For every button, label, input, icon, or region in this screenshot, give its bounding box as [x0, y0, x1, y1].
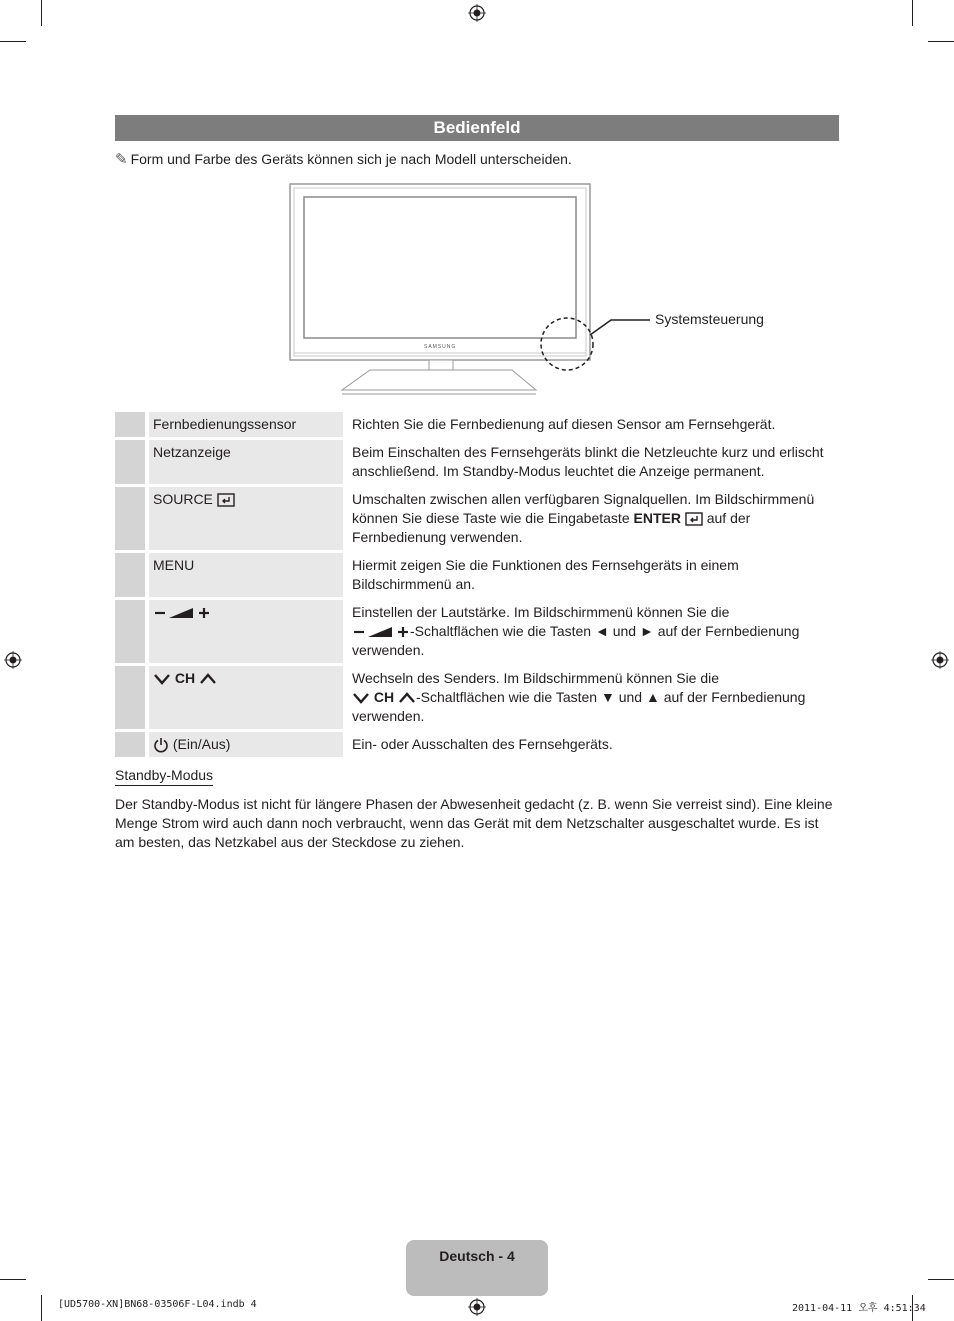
- desc-text: auf der Fernbedienung verwenden.: [352, 510, 751, 545]
- row-marker: [115, 553, 149, 597]
- callout-label: Systemsteuerung: [655, 311, 764, 327]
- item-cell: [149, 600, 343, 663]
- row-marker: [115, 732, 149, 757]
- chevron-up-icon: [199, 672, 217, 686]
- desc-cell: Hiermit zeigen Sie die Funktionen des Fernsehgeräts in einem Bildschirmmenü an.: [343, 553, 839, 597]
- table-row: [115, 553, 839, 597]
- item-cell: [149, 732, 343, 757]
- table-row: [115, 732, 839, 757]
- desc-cell: Beim Einschalten des Fernsehgeräts blinkt die Netzleuchte kurz und erlischt anschließend. Im Standby-Modus leuchtet die Anzeige permanent.: [343, 440, 839, 484]
- crop-mark: [41, 1295, 42, 1321]
- chevron-up-icon: [398, 691, 416, 705]
- power-icon: [153, 737, 169, 753]
- desc-text: -Schaltflächen wie die Tasten ◄ und ► auf der Fernbedienung verwenden.: [352, 623, 800, 658]
- standby-heading: Standby-Modus: [115, 767, 213, 786]
- crop-mark: [928, 1279, 954, 1280]
- item-cell: [149, 440, 343, 484]
- row-marker: [115, 440, 149, 484]
- standby-text: Der Standby-Modus ist nicht für längere Phasen der Abwesenheit gedacht (z. B. wenn Sie verreist sind). Eine kleine Menge Strom wird auch dann noch verbraucht, wenn das Gerät mit dem Netzschalter ausgeschaltet wurde. Es ist am besten, das Netzkabel aus der Steckdose zu ziehen.: [115, 796, 833, 850]
- item-label: Netzanzeige: [153, 444, 231, 460]
- registration-mark-icon: [468, 1298, 486, 1316]
- row-marker: [115, 412, 149, 437]
- desc-text: -Schaltflächen wie die Tasten ▼ und ▲ auf der Fernbedienung verwenden.: [352, 689, 806, 724]
- row-marker: [115, 600, 149, 663]
- section-title: Bedienfeld: [115, 115, 839, 141]
- item-label: SOURCE: [153, 491, 213, 507]
- chevron-down-icon: [352, 691, 370, 705]
- item-label: (Ein/Aus): [172, 736, 231, 752]
- desc-cell: [343, 600, 839, 663]
- note-text: Form und Farbe des Geräts können sich je nach Modell unterscheiden.: [130, 151, 572, 167]
- print-timestamp: 2011-04-11 오후 4:51:34: [792, 1303, 926, 1314]
- desc-cell: [343, 666, 839, 729]
- desc-text: Einstellen der Lautstärke. Im Bildschirmmenü können Sie die: [352, 604, 730, 620]
- print-slug: [UD5700-XN]BN68-03506F-L04.indb 4: [58, 1299, 257, 1310]
- table-row: [115, 666, 839, 729]
- item-label: MENU: [153, 557, 195, 573]
- crop-mark: [0, 1279, 26, 1280]
- enter-icon: [685, 512, 703, 526]
- enter-icon: [217, 493, 235, 507]
- item-cell: [149, 487, 343, 550]
- desc-text: Umschalten zwischen allen verfügbaren Signalquellen. Im Bildschirmmenü können Sie diese Taste wie die Eingabetaste: [352, 491, 815, 526]
- pencil-icon: ✎: [115, 151, 128, 168]
- item-label: Fernbedienungssensor: [153, 416, 297, 432]
- item-cell: [149, 666, 343, 729]
- brand-logo: SAMSUNG: [424, 344, 457, 350]
- table-row: [115, 600, 839, 663]
- key-name: CH: [373, 689, 395, 705]
- desc-cell: Ein- oder Ausschalten des Fernsehgeräts.: [343, 732, 839, 757]
- registration-mark-icon: [931, 651, 949, 669]
- row-marker: [115, 666, 149, 729]
- page-number-tab: Deutsch - 4: [406, 1240, 548, 1296]
- row-marker: [115, 487, 149, 550]
- item-cell: [149, 412, 343, 437]
- tv-illustration: [0, 0, 954, 420]
- control-panel-table: [115, 409, 839, 760]
- desc-cell: [343, 487, 839, 550]
- key-name: ENTER: [633, 510, 681, 526]
- desc-cell: Richten Sie die Fernbedienung auf diesen Sensor am Fernsehgerät.: [343, 412, 839, 437]
- volume-icon: [352, 624, 410, 640]
- desc-text: Wechseln des Senders. Im Bildschirmmenü können Sie die: [352, 670, 720, 686]
- chevron-down-icon: [153, 672, 171, 686]
- item-label: CH: [174, 670, 196, 686]
- volume-icon: [153, 605, 211, 621]
- item-cell: [149, 553, 343, 597]
- registration-mark-icon: [4, 651, 22, 669]
- table-row: [115, 487, 839, 550]
- table-row: [115, 440, 839, 484]
- table-row: [115, 412, 839, 437]
